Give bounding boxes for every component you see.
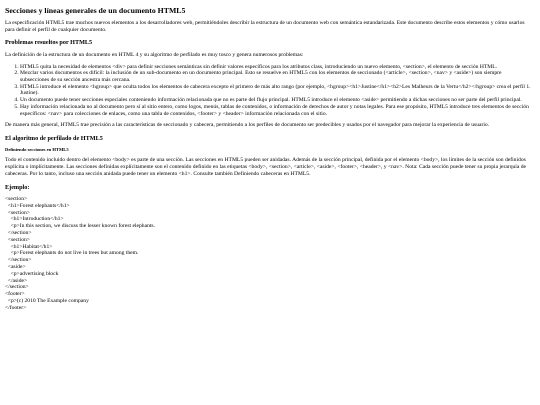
algorithm-heading: El algoritmo de perfilado de HTML5 (5, 134, 103, 142)
list-item: 4. Un documento puede tener secciones especiales conteniendo información relacionada que no es parte del flujo principal. HTML5 introduce el elemento <aside> permitiendo a dichas secciones no ser parte del perfil principal. (20, 97, 531, 104)
problems-intro: La definición de la estructura de un documento en HTML 4 y su algoritmo de perfilado es muy tosco y genera numerosos problemas: (5, 51, 304, 58)
problems-heading: Problemas resueltos por HTML5 (5, 39, 93, 47)
summary-paragraph: De manera más general, HTML5 trae precisión a las características de seccionado y cabecera, permitiendo a los perfiles de documento ser predecibles y usados por el navegador para mejorar la experiencia de usuario. (5, 122, 490, 129)
document-page (5, 6, 531, 312)
code-example: <section> <h1>Forest elephants</h1> <section> <h1>Introduction</h1> <p>In this section, we discuss the lesser known forest elephants. </section> <section> <h1>Habitat</h1> <p>Forest elephants do not live in trees but among them. </section> <aside> <p>advertising block </aside> </section> <footer> <p>(c) 2010 The Example company </footer> (5, 196, 156, 311)
intro-paragraph: La especificación HTML5 trae muchos nuevos elementos a los desarrolladores web, permitiéndoles describir la estructura de un documento web con semántica estandarizada. Este documento describe estos elementos y cómo usarlos para definir el perfil de cualquier documento. (5, 20, 525, 33)
page-title: Secciones y líneas generales de un documento HTML5 (5, 6, 186, 15)
list-item: 3. HTML5 introduce el elemento <hgroup> que oculta todos los elementos de cabecera excepto el primero de más alto rango (por ejemplo, <hgroup><h1>Justine</h1><h2>Les Malheurs de la Vertu</h2></hgroup> crea el perfil 1. Justine). (20, 84, 531, 97)
list-item: 5. Hay información relacionada no al documento pero sí al sitio entero, como logos, menús, tablas de contenidos, o información de derechos de autor y notas legales. Para ese propósito, HTML5 introduce tres elementos de sección específicos: <nav> para colecciones de enlaces, como una tabla de contenidos, <footer> y <header> información relacionada con el sitio. (20, 104, 531, 117)
problems-list (5, 64, 531, 118)
sections-subheading: Definiendo secciones en HTML5 (5, 147, 69, 153)
sections-paragraph: Todo el contenido incluido dentro del elemento <body> es parte de una sección. Las secciones en HTML5 pueden ser anidadas. Además de la sección principal, definida por el elemento <body>, los límites de la sección son definidos explícita o implícitamente. Las secciones definidas explícitamente son el contenido definido en las etiquetas <body>, <section>, <article>, <aside>, <footer>, <header>, y <nav>. Nota: Cada sección puede tener su propia jerarquía de cabeceras. Por lo tanto, incluso una sección anidada puede tener un elemento <h1>. Consulte también Definiendo cabeceras en HTML5. (5, 157, 527, 177)
example-heading: Ejemplo: (5, 183, 30, 191)
list-item: 1. HTML5 quita la necesidad de elementos <div> para definir secciones semánticas sin definir valores específicos para los atributos class, introduciendo un nuevo elemento, <section>, el elemento de sección HTML. (20, 64, 531, 71)
list-item: 2. Mezclar varios documentos es difícil: la inclusión de un sub-documento en un documento principal. Esto se resuelve en HTML5 con los elementos de seccionado (<article>, <section>, <nav> y <aside>) son siempre subsecciones de su sección ancestra más cercana. (20, 70, 531, 83)
